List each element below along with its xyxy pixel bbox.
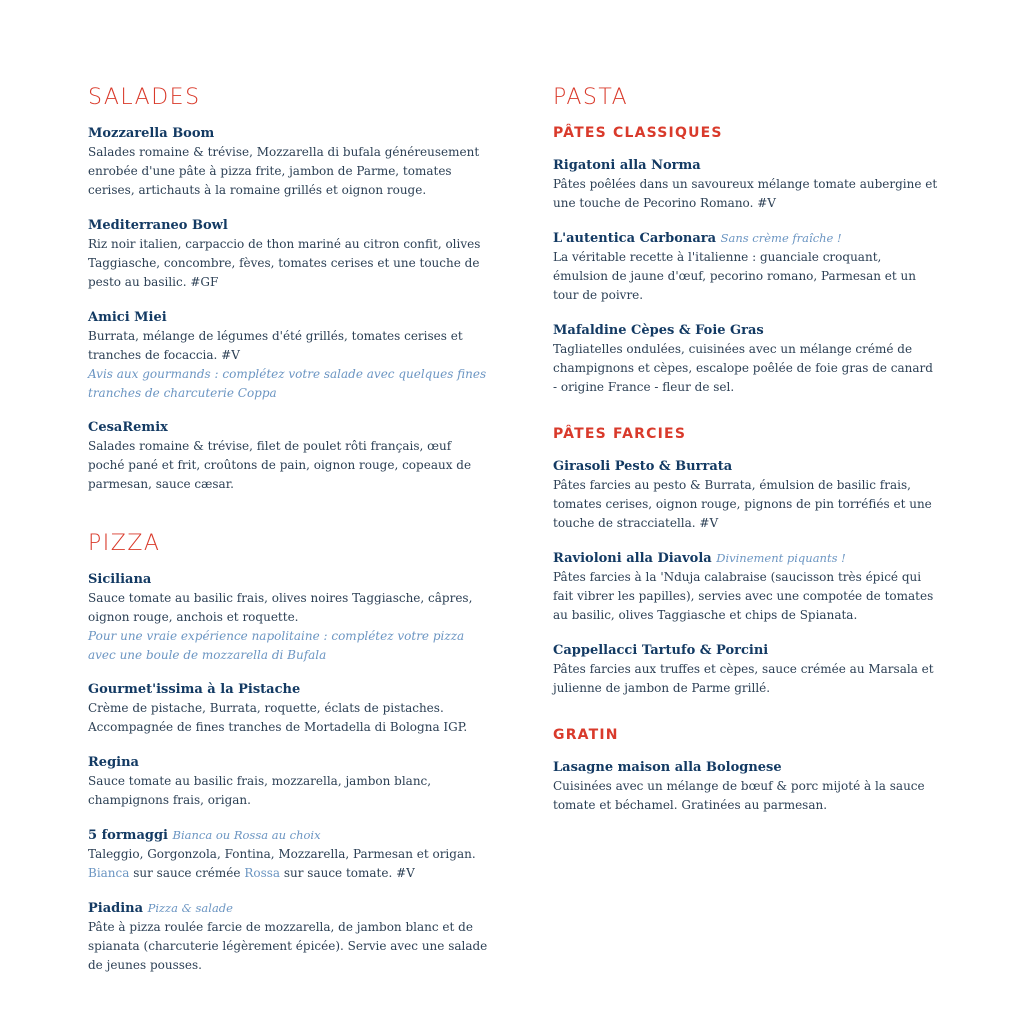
menu-item [88, 124, 488, 200]
item-name [553, 229, 938, 248]
item-description: Pâtes farcies à la 'Nduja calabraise (saucisson très épicé qui fait vibrer les papilles), servies avec une compotée de tomates au basilic, olives Taggiasche et chips de Spianata. [553, 570, 934, 622]
section-title-salades: SALADES [88, 85, 201, 110]
menu-item [88, 680, 488, 737]
menu-item [88, 826, 488, 883]
item-name [88, 826, 488, 845]
menu-item [88, 753, 488, 810]
item-description: Taleggio, Gorgonzola, Fontina, Mozzarella, Parmesan et origan. [88, 847, 476, 861]
menu-item [553, 641, 938, 698]
menu-item [88, 308, 488, 402]
item-note: Pizza & salade [147, 901, 233, 915]
right-column [553, 84, 938, 831]
item-note: Bianca ou Rossa au choix [172, 828, 321, 842]
item-name: Cappellacci Tartufo & Porcini [553, 643, 769, 658]
subsection-title-gratin: GRATIN [553, 727, 619, 743]
item-description-variants [88, 864, 488, 883]
item-description: Salades romaine & trévise, Mozzarella di bufala généreusement enrobée d'une pâte à pizza frite, jambon de Parme, tomates cerises, artichauts à la romaine grillés et oignon rouge. [88, 145, 480, 197]
item-name: Lasagne maison alla Bolognese [553, 760, 782, 775]
item-description: Crème de pistache, Burrata, roquette, éclats de pistaches. Accompagnée de fines tranches de Mortadella di Bologna IGP. [88, 701, 468, 734]
item-description: Salades romaine & trévise, filet de poulet rôti français, œuf poché pané et frit, croûtons de pain, oignon rouge, copeaux de parmesan, sauce cæsar. [88, 439, 472, 491]
menu-item [553, 457, 938, 533]
item-name: Girasoli Pesto & Burrata [553, 459, 733, 474]
subsection-title-classiques: PÂTES CLASSIQUES [553, 125, 723, 141]
item-name: Regina [88, 755, 139, 770]
left-column [88, 84, 488, 991]
section-title-pizza: PIZZA [88, 531, 161, 556]
menu-item [553, 321, 938, 397]
variant-text-2: sur sauce tomate. #V [280, 866, 415, 880]
menu-item [553, 549, 938, 625]
section-title-pasta: PASTA [553, 85, 629, 110]
variant-text-1: sur sauce crémée [129, 866, 245, 880]
variant-rossa: Rossa [244, 866, 281, 880]
item-name [88, 899, 488, 918]
item-description: Pâtes farcies aux truffes et cèpes, sauce crémée au Marsala et julienne de jambon de Parme grillé. [553, 662, 934, 695]
item-description: Tagliatelles ondulées, cuisinées avec un mélange crémé de champignons et cèpes, escalope poêlée de foie gras de canard - origine France - fleur de sel. [553, 342, 933, 394]
item-suggestion: Avis aux gourmands : complétez votre salade avec quelques fines tranches de charcuterie Coppa [88, 367, 487, 400]
item-description: Pâte à pizza roulée farcie de mozzarella, de jambon blanc et de spianata (charcuterie légèrement épicée). Servie avec une salade de jeunes pousses. [88, 920, 488, 972]
item-name-text: 5 formaggi [88, 828, 168, 843]
item-name: Amici Miei [88, 310, 167, 325]
item-description: Sauce tomate au basilic frais, mozzarella, jambon blanc, champignons frais, origan. [88, 774, 432, 807]
item-suggestion: Pour une vraie expérience napolitaine : complétez votre pizza avec une boule de mozzarella di Bufala [88, 629, 465, 662]
menu-item [553, 156, 938, 213]
item-name: Rigatoni alla Norma [553, 158, 701, 173]
item-name-text: L'autentica Carbonara [553, 231, 717, 246]
item-description: Pâtes poêlées dans un savoureux mélange tomate aubergine et une touche de Pecorino Romano. #V [553, 177, 938, 210]
menu-item [553, 229, 938, 305]
item-name-text: Piadina [88, 901, 144, 916]
item-description: Cuisinées avec un mélange de bœuf & porc mijoté à la sauce tomate et béchamel. Gratinées au parmesan. [553, 779, 925, 812]
item-name: CesaRemix [88, 420, 168, 435]
menu-item [88, 216, 488, 292]
item-description: La véritable recette à l'italienne : guanciale croquant, émulsion de jaune d'œuf, pecorino romano, Parmesan et un tour de poivre. [553, 250, 916, 302]
subsection-title-farcies: PÂTES FARCIES [553, 426, 687, 442]
variant-bianca: Bianca [88, 866, 130, 880]
item-note: Divinement piquants ! [716, 551, 846, 565]
menu-item [88, 570, 488, 664]
item-description: Pâtes farcies au pesto & Burrata, émulsion de basilic frais, tomates cerises, oignon rouge, pignons de pin torréfiés et une touche de stracciatella. #V [553, 478, 932, 530]
item-name: Gourmet'issima à la Pistache [88, 682, 301, 697]
menu-item [88, 899, 488, 975]
item-name: Mediterraneo Bowl [88, 218, 228, 233]
item-name-text: Ravioloni alla Diavola [553, 551, 712, 566]
menu-item [553, 758, 938, 815]
item-name: Mozzarella Boom [88, 126, 215, 141]
item-note: Sans crème fraîche ! [720, 231, 842, 245]
item-description: Sauce tomate au basilic frais, olives noires Taggiasche, câpres, oignon rouge, anchois et roquette. [88, 591, 473, 624]
item-name: Mafaldine Cèpes & Foie Gras [553, 323, 764, 338]
item-description: Burrata, mélange de légumes d'été grillés, tomates cerises et tranches de focaccia. #V [88, 329, 463, 362]
item-name: Siciliana [88, 572, 152, 587]
item-description: Riz noir italien, carpaccio de thon mariné au citron confit, olives Taggiasche, concombre, fèves, tomates cerises et une touche de pesto au basilic. #GF [88, 237, 481, 289]
menu-item [88, 418, 488, 494]
item-name [553, 549, 938, 568]
